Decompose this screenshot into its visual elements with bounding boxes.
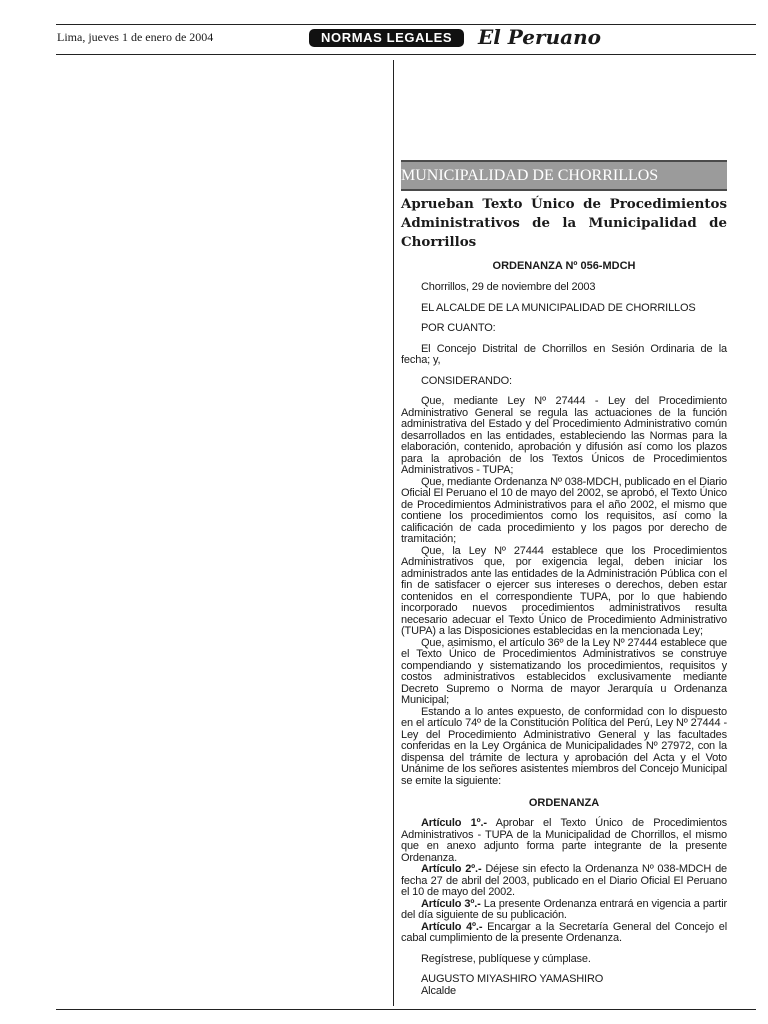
issue-date: Lima, jueves 1 de enero de 2004 (57, 30, 214, 44)
article-text: Déjese sin efecto la Ordenanza Nº 038-MDCH de fecha 27 de abril del 2003, publicado en el Diario Oficial El Peruano el 10 de mayo del 2002. (401, 863, 728, 898)
article-text: La presente Ordenanza entrará en vigencia a partir del día siguiente de su publicación. (401, 897, 727, 921)
article-paragraph (401, 818, 727, 864)
considerando-heading: CONSIDERANDO: (421, 374, 512, 387)
consideration-paragraph: Que, mediante Ordenanza Nº 038-MDCH, publicado en el Diario Oficial El Peruano el 10 de mayo del 2002, se aprobó, el Texto Único de Procedimientos Administrativos para el año 2002, el mismo que contiene los procedimientos como los requisitos, así como la calificación de cada procedimiento y los pagos por derecho de tramitación; (401, 475, 727, 545)
signatory-title: Alcalde (421, 984, 457, 997)
considerations-block (401, 396, 727, 787)
mayor-heading: EL ALCALDE DE LA MUNICIPALIDAD DE CHORRILLOS (421, 301, 696, 314)
article-label: Artículo 2º.- (421, 863, 482, 875)
institution-banner: MUNICIPALIDAD DE CHORRILLOS (401, 160, 727, 191)
consideration-paragraph: Que, la Ley Nº 27444 establece que los Procedimientos Administrativos que, por exigencia legal, deben iniciar los administrados ante las entidades de la Administración Pública con el fin de satisfacer o ejercer sus intereses o derechos, deben estar contenidos en el correspondiente TUPA, por lo que habiendo incorporado nuevos procedimientos administrativos resulta necesario adecuar el Texto Único de Procedimiento Administrativo (TUPA) a las Disposiciones establecidas en la mencionada Ley; (401, 544, 727, 637)
page-header (0, 0, 768, 60)
ordenanza-heading: ORDENANZA (528, 797, 600, 809)
closing-formula: Regístrese, publíquese y cúmplase. (421, 952, 591, 965)
newspaper-logo: El Peruano (478, 25, 601, 49)
article-column (401, 160, 727, 997)
article-text: Aprobar el Texto Único de Procedimientos Administrativos - TUPA de la Municipalidad de Chorrillos, el mismo que en anexo adjunto forma parte integrante de la presente Ordenanza. (401, 817, 727, 864)
header-top-rule (56, 24, 756, 25)
por-cuanto: POR CUANTO: (421, 322, 496, 334)
section-label: NORMAS LEGALES (309, 29, 464, 47)
place-date: Chorrillos, 29 de noviembre del 2003 (421, 281, 596, 293)
article-title: Aprueban Texto Único de Procedimientos Administrativos de la Municipalidad de Chorrillos (401, 196, 727, 250)
footer-rule (56, 1009, 756, 1010)
article-label: Artículo 3º.- (421, 897, 481, 910)
council-paragraph: El Concejo Distrital de Chorrillos en Sesión Ordinaria de la fecha; y, (401, 342, 727, 366)
column-divider (393, 60, 394, 1006)
ordinance-number: ORDENANZA Nº 056-MDCH (492, 260, 636, 272)
article-paragraph (401, 864, 727, 899)
consideration-paragraph: Que, mediante Ley Nº 27444 - Ley del Procedimiento Administrativo General se regula las actuaciones de la función administrativa del Estado y del Procedimiento Administrativo común desarrollados en las entidades, estableciendo las Normas para la elaboración, contenido, aprobación y difusión así como los plazos para la aprobación de los Textos Únicos de Procedimientos Administrativos - TUPA; (401, 395, 727, 476)
article-label: Artículo 4º.- (421, 920, 483, 933)
article-paragraph (401, 899, 727, 922)
article-text: Encargar a la Secretaría General del Concejo el cabal cumplimiento de la presente Ordenanza. (401, 920, 727, 944)
article-label: Artículo 1º.- (421, 817, 487, 829)
article-paragraph (401, 922, 727, 945)
signatory-name: AUGUSTO MIYASHIRO YAMASHIRO (421, 973, 604, 985)
header-bottom-rule (56, 54, 756, 55)
articles-block (401, 818, 727, 945)
consideration-paragraph: Que, asimismo, el artículo 36º de la Ley Nº 27444 establece que el Texto Único de Procedimientos Administrativos se construye compendiando y sistematizando los procedimientos, requisitos y costos administrativos establecidos exclusivamente mediante Decreto Supremo o Norma de mayor Jerarquía u Ordenanza Municipal; (401, 636, 727, 706)
consideration-paragraph: Estando a lo antes expuesto, de conformidad con lo dispuesto en el artículo 74º de la Constitución Política del Perú, Ley Nº 27444 - Ley del Procedimiento Administrativo General y las facultades conferidas en la Ley Orgánica de Municipalidades Nº 27972, con la dispensa del trámite de lectura y aprobación del Acta y el Voto Unánime de los señores asistentes miembros del Concejo Municipal se emite la siguiente: (401, 705, 727, 787)
